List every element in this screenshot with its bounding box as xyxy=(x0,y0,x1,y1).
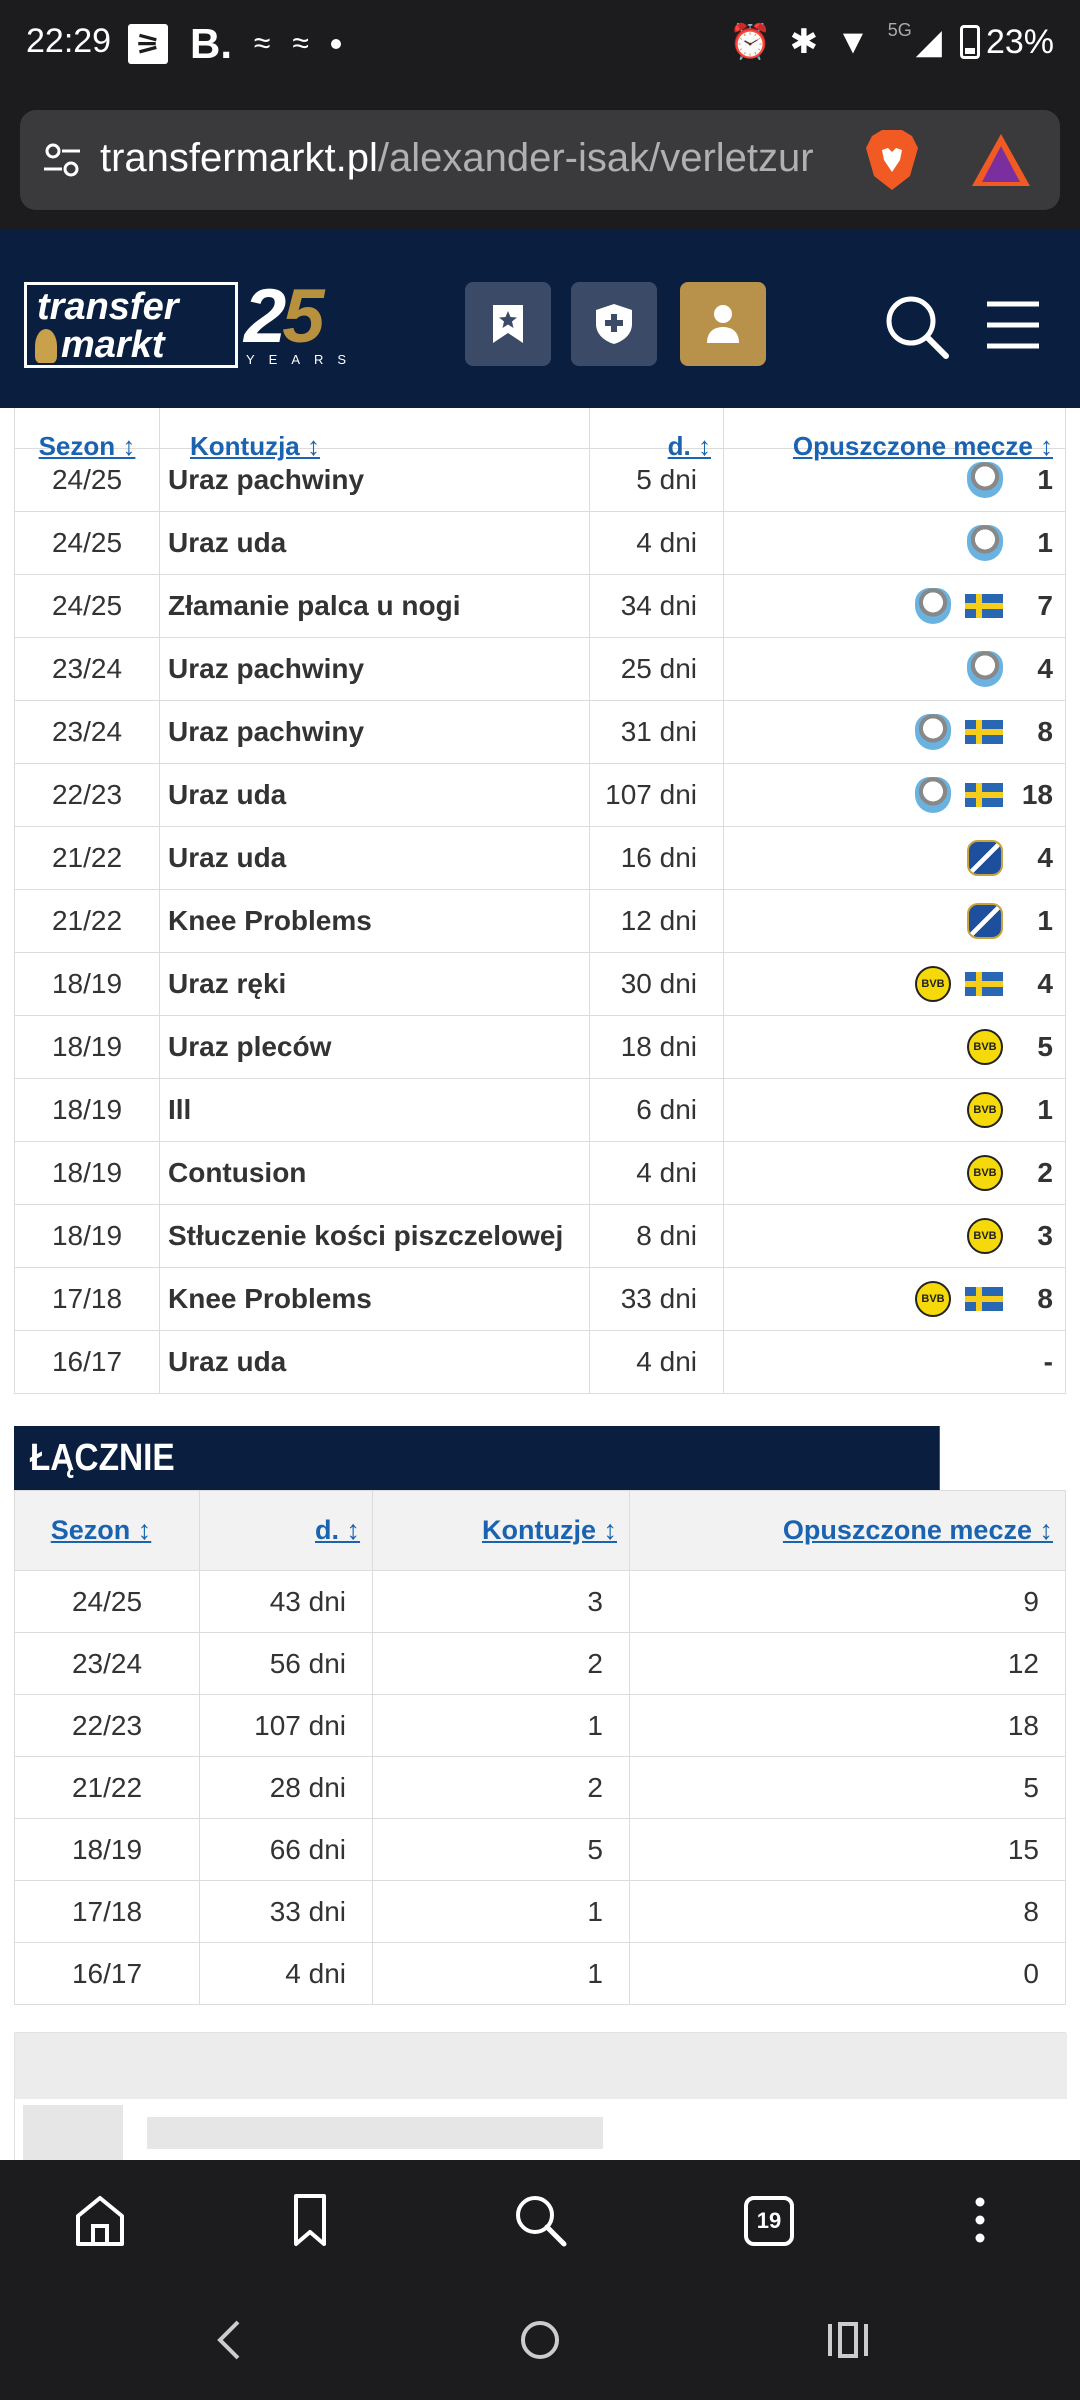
missed-games-count: 7 xyxy=(1037,590,1053,621)
table-row xyxy=(15,1142,1066,1205)
brave-rewards-icon[interactable] xyxy=(970,132,1032,188)
missed-games-count: 1 xyxy=(1037,527,1053,558)
browser-toolbar xyxy=(0,2160,1080,2280)
cell-season: 18/19 xyxy=(15,1079,160,1142)
cell-missed xyxy=(724,1331,1066,1394)
cell-season: 18/19 xyxy=(15,953,160,1016)
summary-cell-missed: 12 xyxy=(630,1633,1066,1695)
cell-season: 21/22 xyxy=(15,827,160,890)
sport-app-icon: ≈ xyxy=(254,27,271,60)
placeholder-header xyxy=(15,2033,1067,2099)
anniversary-digit-2: 2 xyxy=(244,274,283,359)
summary-row xyxy=(15,1943,1066,2005)
summary-cell-season: 21/22 xyxy=(15,1757,200,1819)
missed-games-count: - xyxy=(1043,1346,1053,1377)
cell-season: 18/19 xyxy=(15,1016,160,1079)
hamburger-menu-icon[interactable] xyxy=(985,300,1041,350)
cell-season: 22/23 xyxy=(15,764,160,827)
cell-days: 4 dni xyxy=(590,1142,724,1205)
cell-season: 23/24 xyxy=(15,638,160,701)
cell-days: 6 dni xyxy=(590,1079,724,1142)
more-options-icon[interactable] xyxy=(950,2190,1010,2250)
logo-player-icon xyxy=(35,329,57,363)
cell-days: 34 dni xyxy=(590,575,724,638)
battery-percent: 23% xyxy=(985,22,1054,61)
url-host: transfermarkt.pl xyxy=(100,136,378,180)
cell-season: 16/17 xyxy=(15,1331,160,1394)
injury-history-table xyxy=(14,408,1066,1394)
cell-injury: Uraz uda xyxy=(160,1331,590,1394)
missed-games-count: 8 xyxy=(1037,1283,1053,1314)
sweden-flag-icon[interactable] xyxy=(965,783,1003,807)
cell-missed xyxy=(724,890,1066,953)
cell-season: 24/25 xyxy=(15,575,160,638)
table-row xyxy=(15,1268,1066,1331)
cell-days: 33 dni xyxy=(590,1268,724,1331)
cell-missed xyxy=(724,512,1066,575)
summary-header-missed[interactable]: Opuszczone mecze ↕ xyxy=(630,1491,1066,1571)
sweden-flag-icon[interactable] xyxy=(965,972,1003,996)
summary-cell-season: 17/18 xyxy=(15,1881,200,1943)
missed-games-count: 4 xyxy=(1037,968,1053,999)
newcastle-crest-icon[interactable] xyxy=(915,777,951,813)
url-text[interactable] xyxy=(100,136,855,181)
summary-cell-missed: 9 xyxy=(630,1571,1066,1633)
cell-injury: Uraz pachwiny xyxy=(160,701,590,764)
missed-games-count: 8 xyxy=(1037,716,1053,747)
missed-games-count: 1 xyxy=(1037,464,1053,495)
bvb-crest-icon[interactable]: BVB xyxy=(967,1029,1003,1065)
summary-cell-season: 23/24 xyxy=(15,1633,200,1695)
site-settings-icon[interactable] xyxy=(42,140,82,180)
cell-season: 18/19 xyxy=(15,1205,160,1268)
cell-injury: Uraz pachwiny xyxy=(160,449,590,512)
table-row xyxy=(15,1331,1066,1394)
network-type: 5G xyxy=(887,19,912,40)
signal-icon: ◢ xyxy=(915,23,942,61)
table-row xyxy=(15,890,1066,953)
cell-injury: Uraz ręki xyxy=(160,953,590,1016)
summary-row xyxy=(15,1819,1066,1881)
table-row xyxy=(15,827,1066,890)
cell-season: 24/25 xyxy=(15,512,160,575)
missed-games-count: 4 xyxy=(1037,653,1053,684)
summary-cell-days: 66 dni xyxy=(200,1819,373,1881)
column-header-missed[interactable]: Opuszczone mecze ↕ xyxy=(724,408,1066,449)
cell-missed xyxy=(724,638,1066,701)
cell-season: 17/18 xyxy=(15,1268,160,1331)
summary-row xyxy=(15,1571,1066,1633)
summary-cell-injuries: 1 xyxy=(373,1943,630,2005)
summary-cell-missed: 8 xyxy=(630,1881,1066,1943)
cell-days: 5 dni xyxy=(590,449,724,512)
missed-games-count: 3 xyxy=(1037,1220,1053,1251)
sweden-flag-icon[interactable] xyxy=(965,594,1003,618)
summary-title: ŁĄCZNIE xyxy=(14,1426,940,1490)
summary-row xyxy=(15,1881,1066,1943)
user-icon xyxy=(705,303,741,345)
real-sociedad-crest-icon[interactable] xyxy=(967,903,1003,939)
table-row xyxy=(15,701,1066,764)
summary-row xyxy=(15,1695,1066,1757)
summary-header-days[interactable]: d. ↕ xyxy=(200,1491,373,1571)
cell-season: 18/19 xyxy=(15,1142,160,1205)
summary-header-injuries[interactable]: Kontuzje ↕ xyxy=(373,1491,630,1571)
booking-notification-icon: B. xyxy=(190,20,232,67)
url-path: /alexander-isak/verletzur xyxy=(377,136,814,180)
cell-injury: Knee Problems xyxy=(160,1268,590,1331)
missed-games-count: 1 xyxy=(1037,905,1053,936)
battery-icon xyxy=(960,25,980,59)
shield-plus-icon xyxy=(594,302,634,346)
cell-injury: Knee Problems xyxy=(160,890,590,953)
summary-cell-injuries: 5 xyxy=(373,1819,630,1881)
bluetooth-icon: ✱ xyxy=(789,23,819,61)
newcastle-crest-icon[interactable] xyxy=(967,462,1003,498)
cell-injury: Ill xyxy=(160,1079,590,1142)
summary-cell-injuries: 1 xyxy=(373,1695,630,1757)
watchlist-button[interactable] xyxy=(465,282,551,366)
summary-row xyxy=(15,1757,1066,1819)
cell-days: 25 dni xyxy=(590,638,724,701)
cell-missed xyxy=(724,1205,1066,1268)
cell-days: 107 dni xyxy=(590,764,724,827)
cell-missed xyxy=(724,953,1066,1016)
table-row xyxy=(15,764,1066,827)
notification-icons xyxy=(128,20,341,68)
alarm-icon: ⏰ xyxy=(729,23,772,61)
wifi-icon: ▼ xyxy=(836,22,870,61)
logo-line-2: markt xyxy=(61,324,165,366)
table-row xyxy=(15,1205,1066,1268)
table-row xyxy=(15,953,1066,1016)
cell-days: 8 dni xyxy=(590,1205,724,1268)
placeholder-image xyxy=(23,2105,123,2160)
summary-cell-days: 33 dni xyxy=(200,1881,373,1943)
summary-cell-days: 4 dni xyxy=(200,1943,373,2005)
sport-app-icon-2: ≈ xyxy=(292,27,309,60)
summary-row xyxy=(15,1633,1066,1695)
recent-apps-icon[interactable] xyxy=(818,2310,878,2370)
loading-placeholder xyxy=(14,2032,1066,2160)
cell-injury: Uraz pachwiny xyxy=(160,638,590,701)
cell-days: 4 dni xyxy=(590,512,724,575)
missed-games-count: 4 xyxy=(1037,842,1053,873)
table-row xyxy=(15,638,1066,701)
bvb-crest-icon[interactable]: BVB xyxy=(967,1092,1003,1128)
summary-cell-missed: 5 xyxy=(630,1757,1066,1819)
table-row xyxy=(15,575,1066,638)
cell-season: 23/24 xyxy=(15,701,160,764)
newcastle-crest-icon[interactable] xyxy=(915,714,951,750)
cell-injury: Uraz uda xyxy=(160,827,590,890)
anniversary-badge xyxy=(244,274,321,359)
cell-injury: Uraz uda xyxy=(160,512,590,575)
search-icon[interactable] xyxy=(884,294,950,360)
cell-missed xyxy=(724,764,1066,827)
cell-injury: Contusion xyxy=(160,1142,590,1205)
bvb-crest-icon[interactable]: BVB xyxy=(915,966,951,1002)
bvb-crest-icon[interactable]: BVB xyxy=(967,1218,1003,1254)
system-icons xyxy=(729,19,1054,62)
column-header-days[interactable]: d. ↕ xyxy=(590,408,724,449)
summary-cell-days: 107 dni xyxy=(200,1695,373,1757)
cell-missed xyxy=(724,1079,1066,1142)
bvb-crest-icon[interactable]: BVB xyxy=(967,1155,1003,1191)
table-row xyxy=(15,512,1066,575)
cell-days: 31 dni xyxy=(590,701,724,764)
search-icon[interactable] xyxy=(510,2190,570,2250)
site-header xyxy=(0,230,1080,408)
browser-chrome xyxy=(0,90,1080,230)
brave-shields-icon[interactable] xyxy=(862,128,922,192)
summary-cell-days: 43 dni xyxy=(200,1571,373,1633)
table-row xyxy=(15,1016,1066,1079)
more-notifications-icon xyxy=(331,39,341,49)
my-club-button[interactable] xyxy=(571,282,657,366)
summary-cell-injuries: 2 xyxy=(373,1633,630,1695)
anniversary-label: YEARS xyxy=(246,352,361,367)
transfermarkt-logo[interactable] xyxy=(24,282,238,368)
clock: 22:29 xyxy=(26,22,112,60)
cell-missed xyxy=(724,1142,1066,1205)
summary-cell-injuries: 1 xyxy=(373,1881,630,1943)
placeholder-text-line xyxy=(147,2117,603,2149)
summary-cell-season: 18/19 xyxy=(15,1819,200,1881)
summary-cell-missed: 15 xyxy=(630,1819,1066,1881)
missed-games-count: 18 xyxy=(1021,779,1053,810)
cell-injury: Złamanie palca u nogi xyxy=(160,575,590,638)
table-row xyxy=(15,1079,1066,1142)
column-header-season[interactable]: Sezon ↕ xyxy=(15,408,160,449)
missed-games-count: 2 xyxy=(1037,1157,1053,1188)
cell-injury: Uraz uda xyxy=(160,764,590,827)
home-icon[interactable] xyxy=(70,2190,130,2250)
summary-header-season[interactable]: Sezon ↕ xyxy=(15,1491,200,1571)
cell-season: 21/22 xyxy=(15,890,160,953)
page-content xyxy=(0,408,1080,2160)
summary-cell-season: 16/17 xyxy=(15,1943,200,2005)
cell-missed xyxy=(724,575,1066,638)
summary-cell-missed: 18 xyxy=(630,1695,1066,1757)
logo-line-1: transfer xyxy=(37,286,179,328)
cell-missed xyxy=(724,1016,1066,1079)
cell-days: 4 dni xyxy=(590,1331,724,1394)
address-bar[interactable] xyxy=(20,110,1060,210)
system-navigation-bar xyxy=(0,2280,1080,2400)
cell-days: 30 dni xyxy=(590,953,724,1016)
missed-games-count: 1 xyxy=(1037,1094,1053,1125)
cell-season: 24/25 xyxy=(15,449,160,512)
cell-missed xyxy=(724,1268,1066,1331)
summary-cell-missed: 0 xyxy=(630,1943,1066,2005)
summary-cell-days: 56 dni xyxy=(200,1633,373,1695)
summary-cell-injuries: 2 xyxy=(373,1757,630,1819)
bookmark-star-icon xyxy=(491,303,525,345)
user-account-button[interactable] xyxy=(680,282,766,366)
newcastle-crest-icon[interactable] xyxy=(967,651,1003,687)
newcastle-crest-icon[interactable] xyxy=(915,588,951,624)
missed-games-count: 5 xyxy=(1037,1031,1053,1062)
home-circle-icon[interactable] xyxy=(510,2310,570,2370)
summary-cell-season: 22/23 xyxy=(15,1695,200,1757)
column-header-injury[interactable]: Kontuzja ↕ xyxy=(160,408,590,449)
injury-table-header xyxy=(15,408,1066,449)
summary-cell-season: 24/25 xyxy=(15,1571,200,1633)
cell-missed xyxy=(724,827,1066,890)
newcastle-crest-icon[interactable] xyxy=(967,525,1003,561)
app-notification-icon: ⚞ xyxy=(128,24,168,64)
cell-missed xyxy=(724,701,1066,764)
bookmark-icon[interactable] xyxy=(280,2190,340,2250)
sweden-flag-icon[interactable] xyxy=(965,1287,1003,1311)
summary-table xyxy=(14,1490,1066,2005)
sweden-flag-icon[interactable] xyxy=(965,720,1003,744)
cell-days: 12 dni xyxy=(590,890,724,953)
bvb-crest-icon[interactable]: BVB xyxy=(915,1281,951,1317)
real-sociedad-crest-icon[interactable] xyxy=(967,840,1003,876)
summary-table-header xyxy=(15,1491,1066,1571)
anniversary-digit-5: 5 xyxy=(282,274,321,359)
cell-injury: Uraz pleców xyxy=(160,1016,590,1079)
status-bar xyxy=(0,0,1080,90)
summary-cell-days: 28 dni xyxy=(200,1757,373,1819)
cell-days: 16 dni xyxy=(590,827,724,890)
summary-cell-injuries: 3 xyxy=(373,1571,630,1633)
cell-days: 18 dni xyxy=(590,1016,724,1079)
cell-injury: Stłuczenie kości piszczelowej xyxy=(160,1205,590,1268)
tabs-count-button[interactable]: 19 xyxy=(744,2196,794,2246)
back-icon[interactable] xyxy=(200,2310,260,2370)
